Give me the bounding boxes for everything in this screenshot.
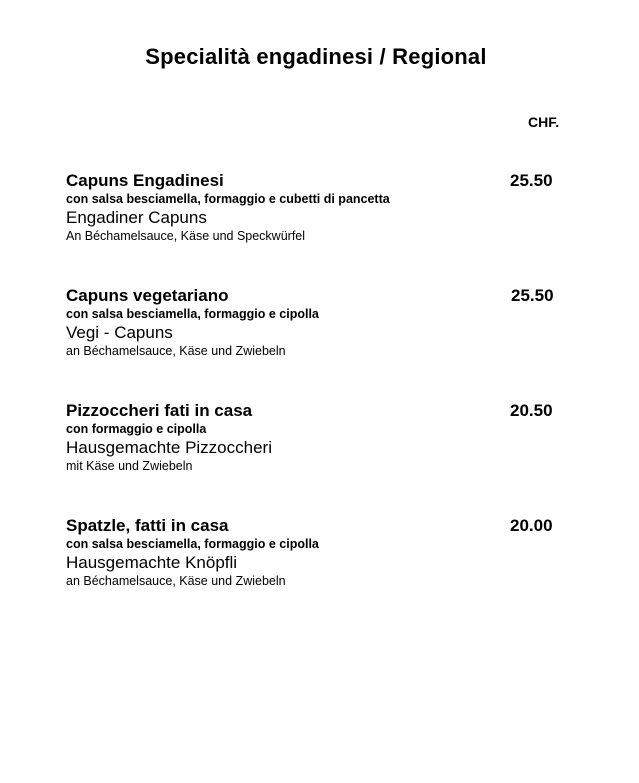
item-description-it: con formaggio e cipolla	[66, 422, 207, 436]
item-name-de: Hausgemachte Knöpfli	[66, 553, 238, 572]
item-description-de: an Béchamelsauce, Käse und Zwiebeln	[66, 574, 286, 588]
menu-item	[66, 171, 576, 244]
item-description-de: An Béchamelsauce, Käse und Speckwürfel	[66, 229, 306, 243]
item-description-it: con salsa besciamella, formaggio e cipolla	[66, 537, 319, 551]
currency-label: CHF.	[528, 114, 560, 130]
item-price: 25.50	[511, 286, 554, 305]
item-description-de: an Béchamelsauce, Käse und Zwiebeln	[66, 344, 286, 358]
item-description-it: con salsa besciamella, formaggio e cipolla	[66, 307, 319, 321]
item-description-it: con salsa besciamella, formaggio e cubetti di pancetta	[66, 192, 390, 206]
item-name: Capuns vegetariano	[66, 286, 229, 305]
item-name: Pizzoccheri fati in casa	[66, 401, 253, 420]
page-title: Specialità engadinesi / Regional	[145, 44, 487, 69]
menu-item	[66, 286, 576, 359]
item-name-de: Hausgemachte Pizzoccheri	[66, 438, 272, 457]
menu-item	[66, 516, 576, 589]
item-price: 20.50	[510, 401, 553, 420]
item-description-de: mit Käse und Zwiebeln	[66, 459, 193, 473]
menu-item	[66, 401, 576, 474]
item-price: 25.50	[510, 171, 553, 190]
item-name: Capuns Engadinesi	[66, 171, 224, 190]
item-price: 20.00	[510, 516, 553, 535]
item-name-de: Engadiner Capuns	[66, 208, 207, 227]
item-name-de: Vegi - Capuns	[66, 323, 173, 342]
item-name: Spatzle, fatti in casa	[66, 516, 229, 535]
